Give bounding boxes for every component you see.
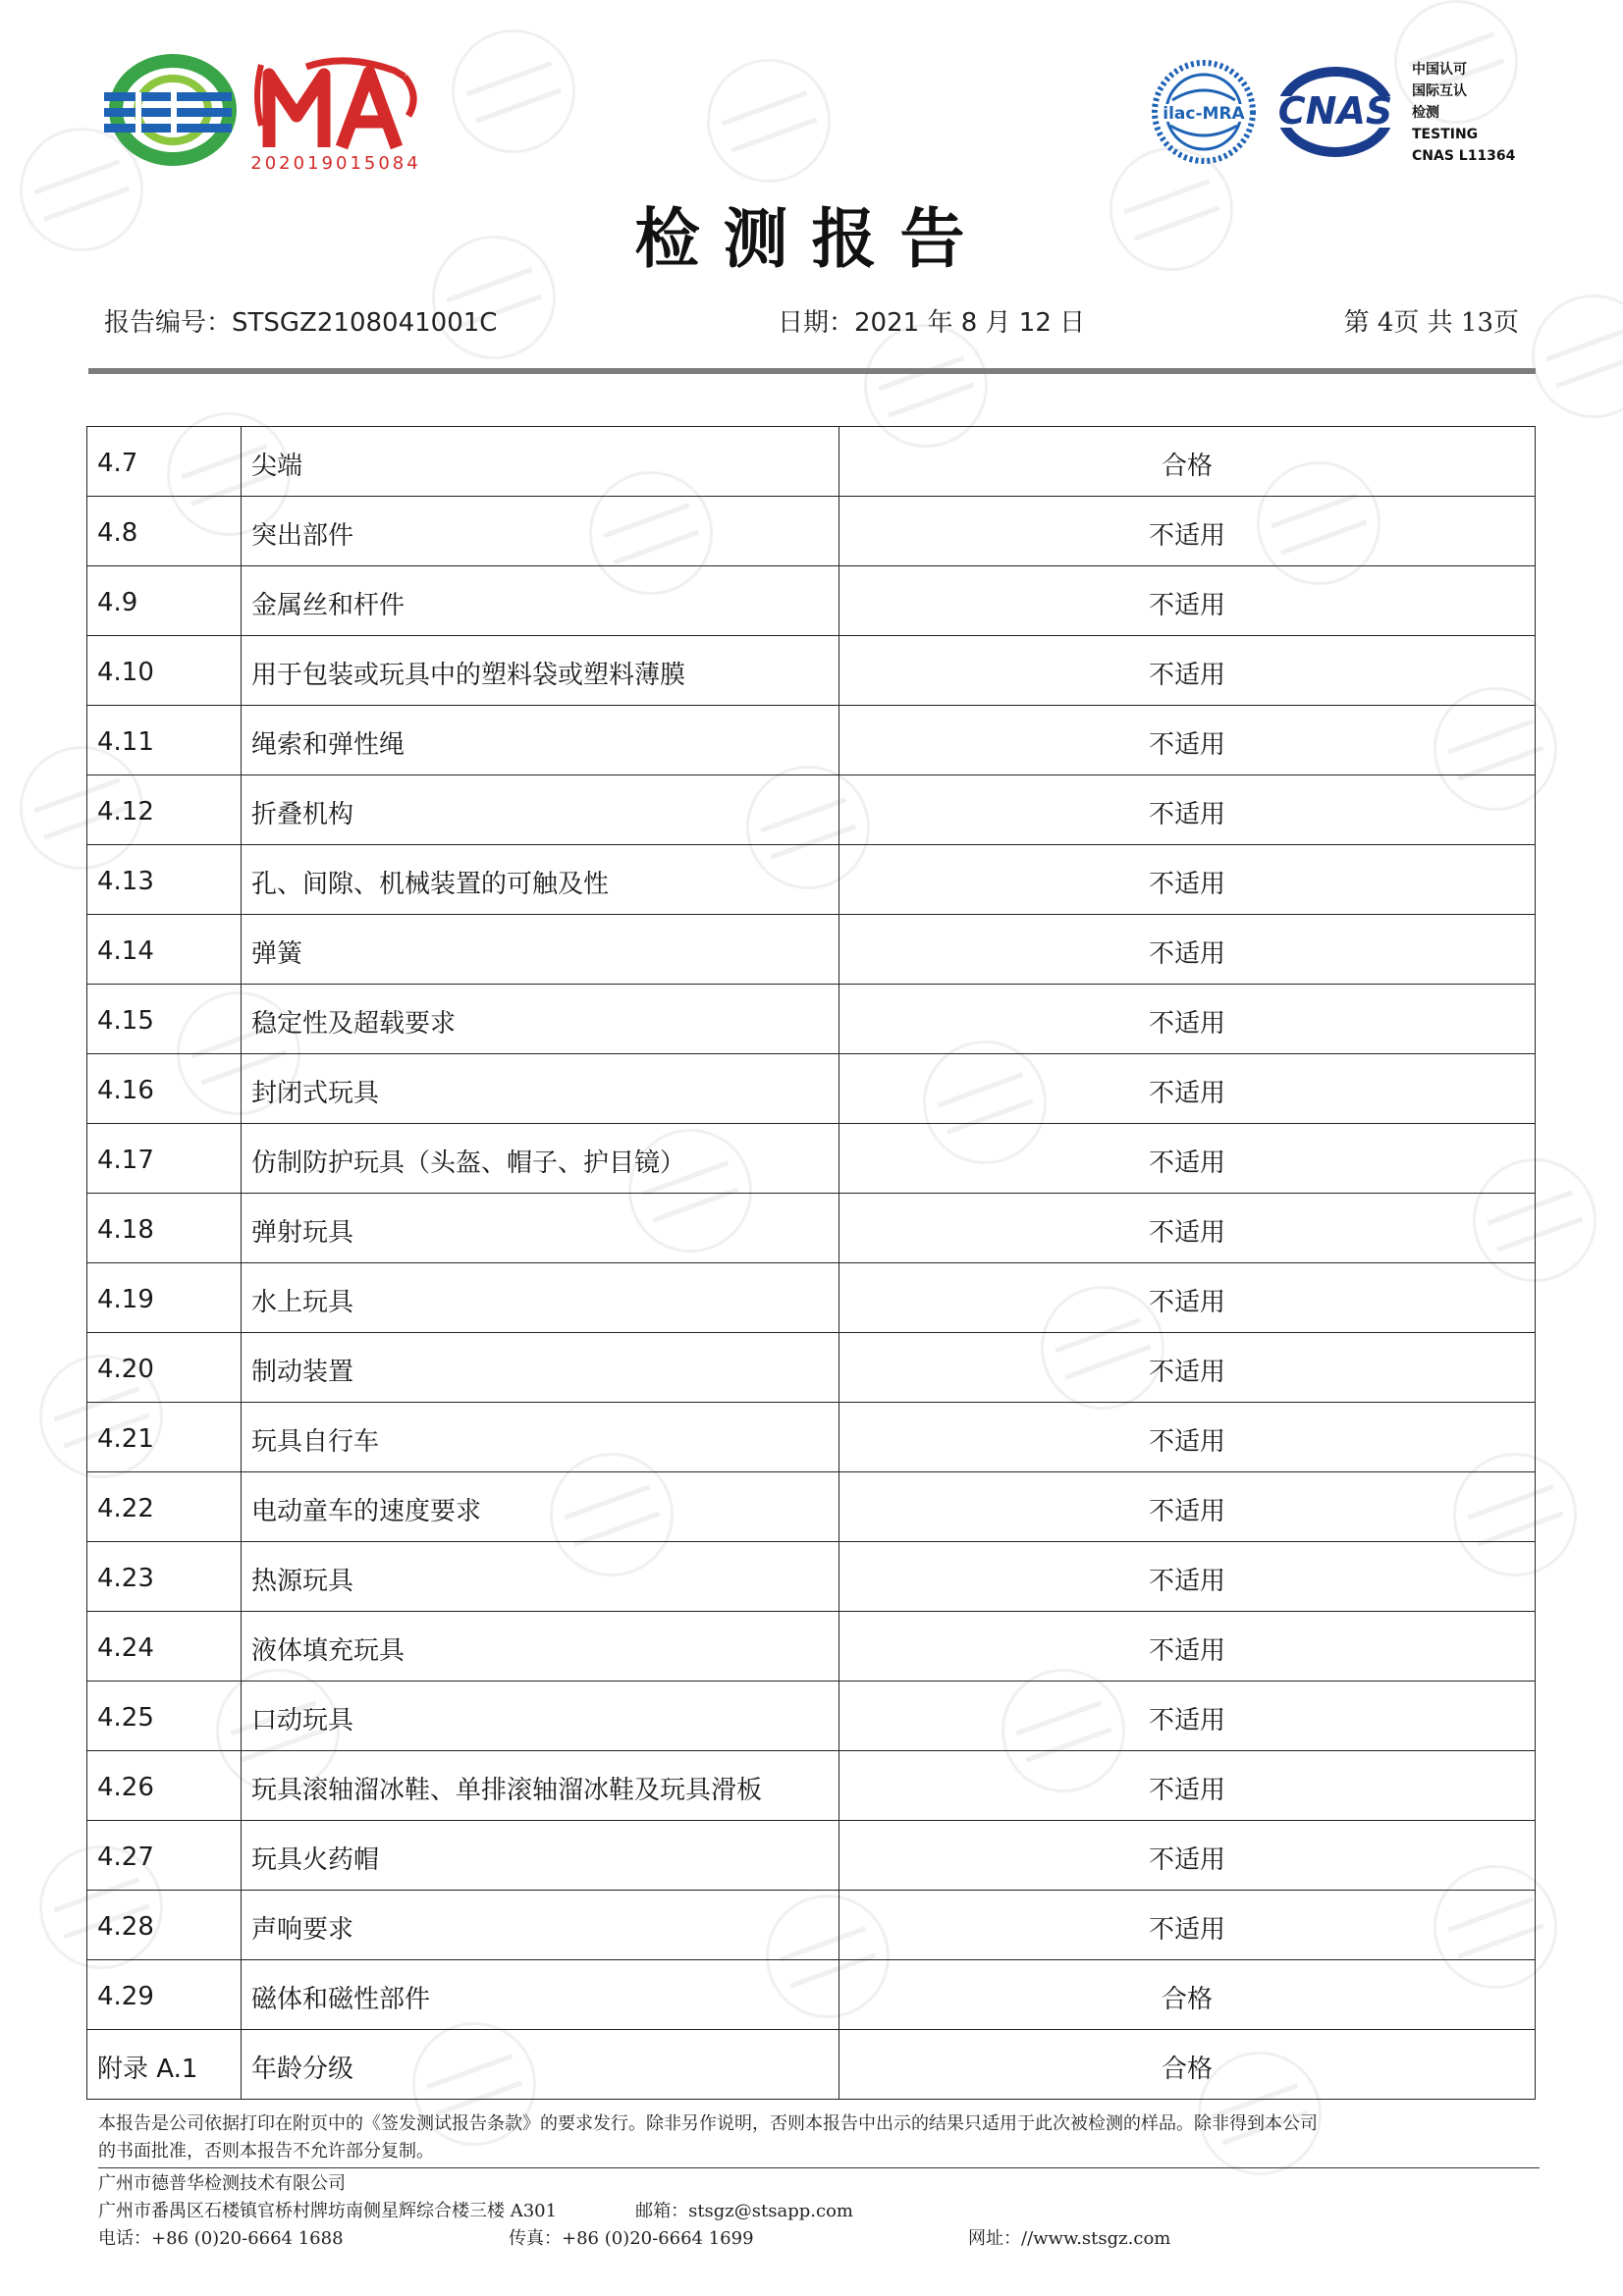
table-row (87, 497, 1536, 566)
table-row (87, 1821, 1536, 1891)
table-row (87, 1054, 1536, 1124)
result-cell: 不适用 (839, 845, 1536, 915)
cnas-accreditation-text: 中国认可 国际互认 检测 TESTING CNAS L11364 (1412, 62, 1516, 164)
clause-cell: 4.25 (87, 1682, 242, 1751)
clause-cell: 4.9 (87, 566, 242, 636)
result-cell: 不适用 (839, 1472, 1536, 1542)
item-cell: 绳索和弹性绳 (242, 706, 839, 775)
table-row (87, 775, 1536, 845)
clause-cell: 附录 A.1 (87, 2030, 242, 2100)
item-cell: 仿制防护玩具（头盔、帽子、护目镜） (242, 1124, 839, 1194)
page-title: 检测报告 (634, 200, 989, 277)
clause-cell: 4.7 (87, 427, 242, 497)
clause-cell: 4.13 (87, 845, 242, 915)
table-row (87, 845, 1536, 915)
result-cell: 不适用 (839, 1403, 1536, 1472)
result-cell: 不适用 (839, 1263, 1536, 1333)
result-cell: 合格 (839, 427, 1536, 497)
report-number: 报告编号：STSGZ2108041001C (104, 308, 498, 338)
table-row (87, 1612, 1536, 1682)
table-row (87, 636, 1536, 706)
item-cell: 玩具滚轴溜冰鞋、单排滚轴溜冰鞋及玩具滑板 (242, 1751, 839, 1821)
result-cell: 不适用 (839, 775, 1536, 845)
clause-cell: 4.29 (87, 1960, 242, 2030)
cnas-logo (1272, 63, 1398, 161)
disclaimer: 本报告是公司依据打印在附页中的《签发测试报告条款》的要求发行。除非另作说明，否则本报告中出示的结果只适用于此次被检测的样品。除非得到本公司 的书面批准，否则本报告不允许部分复制。 (98, 2113, 1318, 2162)
result-cell: 不适用 (839, 1891, 1536, 1960)
company-email: 邮箱：stsgz@stsapp.com (635, 2201, 853, 2221)
item-cell: 弹簧 (242, 915, 839, 985)
table-row (87, 1891, 1536, 1960)
item-cell: 玩具火药帽 (242, 1821, 839, 1891)
clause-cell: 4.26 (87, 1751, 242, 1821)
result-cell: 不适用 (839, 985, 1536, 1054)
clause-cell: 4.12 (87, 775, 242, 845)
result-cell: 不适用 (839, 1821, 1536, 1891)
clause-cell: 4.28 (87, 1891, 242, 1960)
item-cell: 热源玩具 (242, 1542, 839, 1612)
clause-cell: 4.14 (87, 915, 242, 985)
table-row (87, 915, 1536, 985)
table-row (87, 1751, 1536, 1821)
item-cell: 液体填充玩具 (242, 1612, 839, 1682)
item-cell: 封闭式玩具 (242, 1054, 839, 1124)
table-row (87, 2030, 1536, 2100)
result-cell: 不适用 (839, 915, 1536, 985)
table-row (87, 1472, 1536, 1542)
table-row (87, 427, 1536, 497)
item-cell: 水上玩具 (242, 1263, 839, 1333)
table-row (87, 1960, 1536, 2030)
results-table (86, 426, 1536, 2100)
result-cell: 不适用 (839, 1682, 1536, 1751)
item-cell: 制动装置 (242, 1333, 839, 1403)
table-row (87, 1403, 1536, 1472)
cma-certificate-number: 202019015084 (250, 153, 421, 174)
item-cell: 折叠机构 (242, 775, 839, 845)
result-cell: 不适用 (839, 706, 1536, 775)
result-cell: 不适用 (839, 1612, 1536, 1682)
result-cell: 不适用 (839, 1194, 1536, 1263)
clause-cell: 4.17 (87, 1124, 242, 1194)
clause-cell: 4.24 (87, 1612, 242, 1682)
clause-cell: 4.8 (87, 497, 242, 566)
result-cell: 合格 (839, 1960, 1536, 2030)
sts-logo (102, 53, 238, 171)
item-cell: 玩具自行车 (242, 1403, 839, 1472)
clause-cell: 4.16 (87, 1054, 242, 1124)
clause-cell: 4.23 (87, 1542, 242, 1612)
page-number: 第 4页 共 13页 (1343, 308, 1519, 338)
table-row (87, 1542, 1536, 1612)
item-cell: 尖端 (242, 427, 839, 497)
result-cell: 不适用 (839, 1124, 1536, 1194)
item-cell: 口动玩具 (242, 1682, 839, 1751)
result-cell: 不适用 (839, 1333, 1536, 1403)
result-cell: 不适用 (839, 566, 1536, 636)
result-cell: 合格 (839, 2030, 1536, 2100)
table-row (87, 706, 1536, 775)
company-phone: 电话：+86 (0)20-6664 1688 (98, 2228, 344, 2249)
table-row (87, 1682, 1536, 1751)
result-cell: 不适用 (839, 1054, 1536, 1124)
clause-cell: 4.21 (87, 1403, 242, 1472)
table-row (87, 1124, 1536, 1194)
table-row (87, 1194, 1536, 1263)
header-divider (88, 368, 1536, 374)
clause-cell: 4.27 (87, 1821, 242, 1891)
result-cell: 不适用 (839, 1542, 1536, 1612)
item-cell: 突出部件 (242, 497, 839, 566)
item-cell: 电动童车的速度要求 (242, 1472, 839, 1542)
company-name: 广州市德普华检测技术有限公司 (98, 2173, 346, 2194)
clause-cell: 4.11 (87, 706, 242, 775)
result-cell: 不适用 (839, 1751, 1536, 1821)
clause-cell: 4.20 (87, 1333, 242, 1403)
clause-cell: 4.10 (87, 636, 242, 706)
item-cell: 孔、间隙、机械装置的可触及性 (242, 845, 839, 915)
result-cell: 不适用 (839, 636, 1536, 706)
company-address: 广州市番禺区石楼镇官桥村牌坊南侧星辉综合楼三楼 A301 邮箱：stsgz@stsapp.com (98, 2201, 853, 2221)
item-cell: 金属丝和杆件 (242, 566, 839, 636)
item-cell: 用于包装或玩具中的塑料袋或塑料薄膜 (242, 636, 839, 706)
footer-divider (98, 2167, 1540, 2168)
clause-cell: 4.15 (87, 985, 242, 1054)
svg-text:CNAS: CNAS (1277, 89, 1393, 133)
company-info (98, 2170, 853, 2225)
item-cell: 年龄分级 (242, 2030, 839, 2100)
table-row (87, 1263, 1536, 1333)
item-cell: 声响要求 (242, 1891, 839, 1960)
report-date: 日期：2021 年 8 月 12 日 (778, 308, 1086, 338)
item-cell: 弹射玩具 (242, 1194, 839, 1263)
table-row (87, 1333, 1536, 1403)
clause-cell: 4.22 (87, 1472, 242, 1542)
clause-cell: 4.18 (87, 1194, 242, 1263)
table-row (87, 566, 1536, 636)
item-cell: 磁体和磁性部件 (242, 1960, 839, 2030)
company-website: 网址：//www.stsgz.com (968, 2228, 1171, 2249)
clause-cell: 4.19 (87, 1263, 242, 1333)
table-row (87, 985, 1536, 1054)
result-cell: 不适用 (839, 497, 1536, 566)
item-cell: 稳定性及超载要求 (242, 985, 839, 1054)
ilac-mra-logo (1151, 57, 1257, 167)
svg-text:ilac-MRA: ilac-MRA (1163, 104, 1245, 124)
company-fax: 传真：+86 (0)20-6664 1699 (509, 2228, 754, 2249)
